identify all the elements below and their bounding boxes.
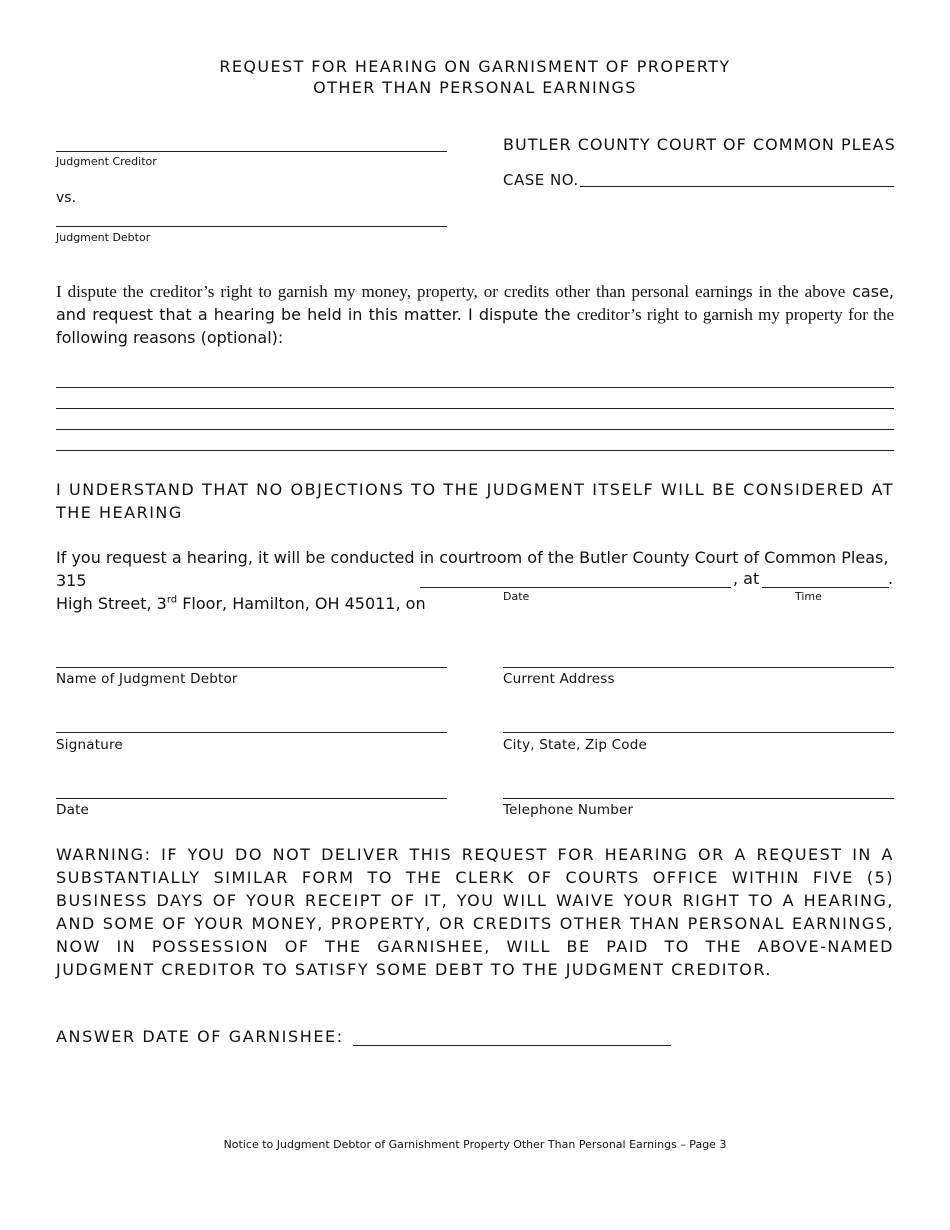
dispute-text-reasons: following reasons (optional): — [56, 328, 284, 347]
at-text: , at — [733, 569, 760, 588]
dispute-text-serif: I dispute the creditor’s right to garnish my money, property, or credits other than personal earnings in the above — [56, 282, 846, 301]
versus-text: vs. — [56, 190, 77, 206]
dispute-text-serif-2: creditor’s right to garnish my property for the — [576, 305, 894, 324]
reason-line-1[interactable] — [56, 387, 894, 388]
hearing-time-label: Time — [795, 590, 822, 603]
dispute-paragraph — [56, 280, 894, 349]
page-footer: Notice to Judgment Debtor of Garnishment Property Other Than Personal Earnings – Page 3 — [223, 1138, 727, 1151]
telephone-label: Telephone Number — [503, 802, 634, 818]
period-text: . — [888, 569, 894, 588]
current-address-label: Current Address — [503, 671, 615, 687]
judgment-debtor-field[interactable] — [56, 226, 447, 227]
reason-line-3[interactable] — [56, 429, 894, 430]
city-state-zip-label: City, State, Zip Code — [503, 737, 647, 753]
hearing-date-label: Date — [503, 590, 530, 603]
signature-label: Signature — [56, 737, 123, 753]
hearing-date-field[interactable] — [420, 587, 731, 588]
signed-date-label: Date — [56, 802, 90, 818]
hearing-time-field[interactable] — [762, 587, 889, 588]
form-title-line1: REQUEST FOR HEARING ON GARNISMENT OF PROPERTY — [219, 57, 731, 76]
warning-paragraph: WARNING: IF YOU DO NOT DELIVER THIS REQUEST FOR HEARING OR A REQUEST IN A SUBSTANTIALLY SIMILAR FORM TO THE CLERK OF COURTS OFFICE WITHIN FIVE (5) BUSINESS DAYS OF YOUR RECEIPT OF IT, YOU WILL WAIVE YOUR RIGHT TO A HEARING, AND SOME OF YOUR MONEY, PROPERTY, OR CREDITS OTHER THAN PERSONAL EARNINGS, NOW IN POSSESSION OF THE GARNISHEE, WILL BE PAID TO THE ABOVE-NAMED JUDGMENT CREDITOR TO SATISFY SOME DEBT TO THE JUDGMENT CREDITOR. — [56, 845, 894, 979]
current-address-field[interactable] — [503, 667, 894, 668]
debtor-name-field[interactable] — [56, 667, 447, 668]
understand-heading: I UNDERSTAND THAT NO OBJECTIONS TO THE JUDGMENT ITSELF WILL BE CONSIDERED AT THE HEARING — [56, 480, 894, 522]
hearing-address — [56, 592, 426, 615]
signed-date-field[interactable] — [56, 798, 447, 799]
answer-date-label: ANSWER DATE OF GARNISHEE: — [56, 1027, 344, 1046]
hearing-paragraph — [56, 546, 894, 615]
court-name: BUTLER COUNTY COURT OF COMMON PLEAS — [503, 135, 896, 154]
hearing-address-a: High Street, 3 — [56, 594, 167, 613]
answer-date-field[interactable] — [353, 1045, 671, 1046]
hearing-line-1: If you request a hearing, it will be conducted in courtroom of the Butler County Court of Common Pleas, 315 — [56, 548, 889, 590]
form-title-line2: OTHER THAN PERSONAL EARNINGS — [313, 78, 637, 97]
signature-field[interactable] — [56, 732, 447, 733]
hearing-address-b: Floor, Hamilton, OH 45011, on — [177, 594, 426, 613]
reason-line-4[interactable] — [56, 450, 894, 451]
telephone-field[interactable] — [503, 798, 894, 799]
judgment-creditor-label: Judgment Creditor — [56, 155, 157, 168]
case-no-field[interactable] — [580, 186, 894, 187]
hearing-line-2 — [56, 592, 894, 615]
ordinal-suffix: rd — [166, 594, 178, 606]
reason-line-2[interactable] — [56, 408, 894, 409]
judgment-debtor-label: Judgment Debtor — [56, 231, 151, 244]
debtor-name-label: Name of Judgment Debtor — [56, 671, 238, 687]
city-state-zip-field[interactable] — [503, 732, 894, 733]
judgment-creditor-field[interactable] — [56, 151, 447, 152]
dispute-text-sans: case, and request that a hearing be held in this matter. I dispute the — [56, 282, 894, 324]
case-no-label: CASE NO. — [503, 171, 579, 189]
